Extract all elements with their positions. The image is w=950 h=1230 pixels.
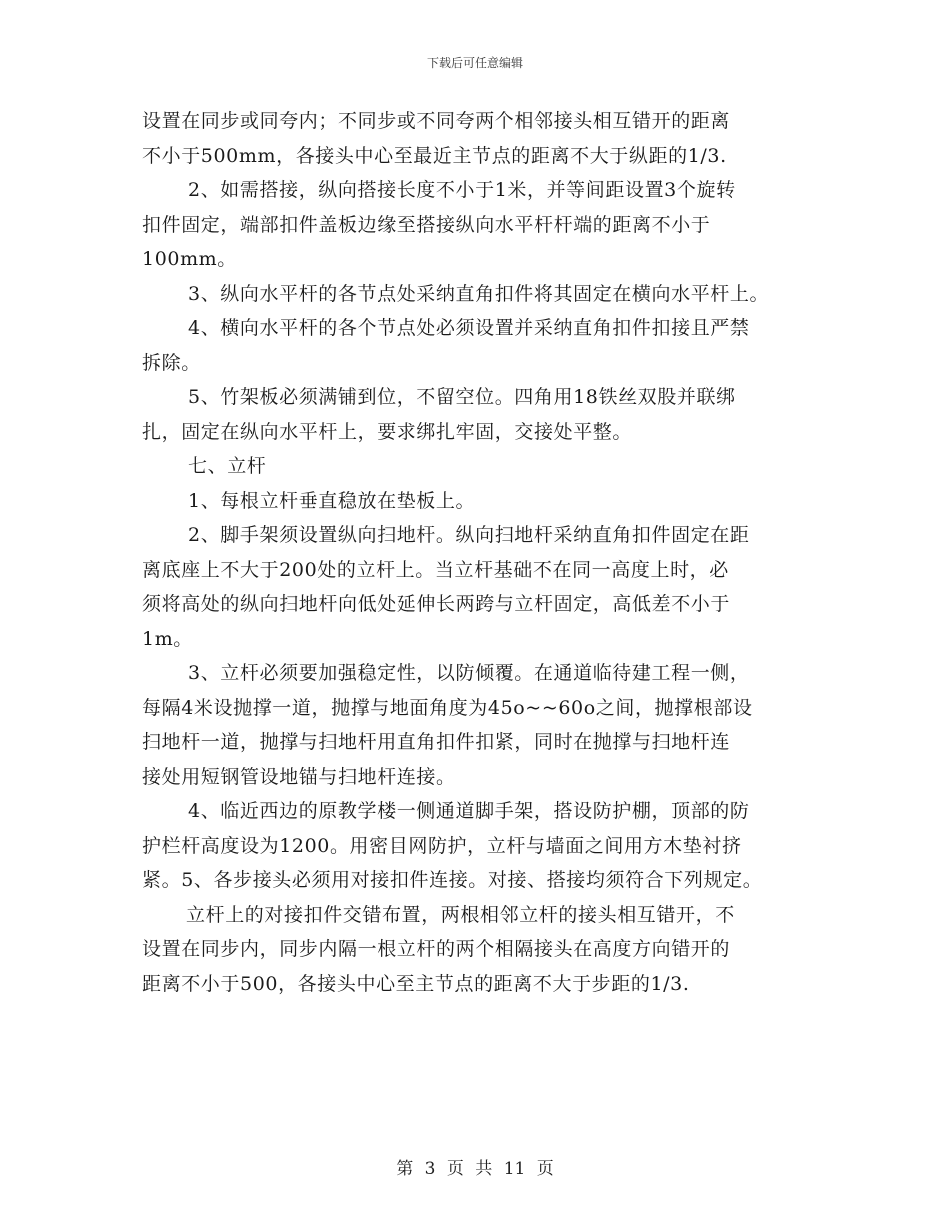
paragraph-start: 4、临近西边的原教学楼一侧通道脚手架，搭设防护棚，顶部的防 — [188, 800, 750, 822]
paragraph-start: 5、竹架板必须满铺到位，不留空位。四角用18铁丝双股并联绑 — [188, 386, 736, 408]
text-line: 扣件固定，端部扣件盖板边缘至搭接纵向水平杆杆端的距离不小于 — [142, 213, 711, 236]
text-line: 100mm。 — [142, 248, 237, 270]
paragraph-start: 立杆上的对接扣件交错布置，两根相邻立杆的接头相互错开，不 — [186, 903, 735, 926]
text-line: 每隔4米设抛撑一道，抛撑与地面角度为45o~~60o之间，抛撑根部设 — [142, 696, 753, 719]
page-number-footer: 第 3 页 共 11 页 — [396, 1159, 554, 1179]
paragraph-start: 4、横向水平杆的各个节点处必须设置并采纳直角扣件扣接且严禁 — [188, 317, 750, 339]
paragraph-start: 1、每根立杆垂直稳放在垫板上。 — [188, 489, 476, 512]
text-line: 接处用短钢管设地锚与扫地杆连接。 — [142, 765, 456, 788]
text-line: 紧。5、各步接头必须用对接扣件连接。对接、搭接均须符合下列规定。 — [142, 869, 763, 891]
text-line: 扫地杆一道，抛撑与扫地杆用直角扣件扣紧，同时在抛撑与扫地杆连 — [142, 731, 731, 753]
text-line: 扎，固定在纵向水平杆上，要求绑扎牢固，交接处平整。 — [142, 420, 633, 443]
paragraph-start: 3、纵向水平杆的各节点处采纳直角扣件将其固定在横向水平杆上。 — [188, 282, 770, 305]
text-line: 离底座上不大于200处的立杆上。当立杆基础不在同一高度上时，必 — [142, 558, 729, 581]
page-header: 下载后可任意编辑 — [426, 56, 523, 70]
section-heading: 七、立杆 — [188, 455, 267, 477]
text-line: 设置在同步内，同步内隔一根立杆的两个相隔接头在高度方向错开的 — [142, 938, 731, 960]
paragraph-start: 3、立杆必须要加强稳定性，以防倾覆。在通道临待建工程一侧， — [188, 662, 750, 684]
paragraph-start: 2、如需搭接，纵向搭接长度不小于1米，并等间距设置3个旋转 — [188, 179, 736, 201]
text-line: 须将高处的纵向扫地杆向低处延伸长两跨与立杆固定，高低差不小于 — [142, 593, 731, 615]
text-line: 1m。 — [142, 627, 193, 650]
text-line: 不小于500mm，各接头中心至最近主节点的距离不大于纵距的1/3. — [142, 144, 727, 167]
text-line: 距离不小于500，各接头中心至主节点的距离不大于步距的1/3. — [142, 972, 690, 995]
text-line: 拆除。 — [142, 351, 201, 374]
paragraph-start: 2、脚手架须设置纵向扫地杆。纵向扫地杆采纳直角扣件固定在距 — [188, 524, 750, 546]
document-body — [142, 104, 832, 1001]
text-line: 护栏杆高度设为1200。用密目网防护，立杆与墙面之间用方木垫衬挤 — [142, 834, 742, 857]
text-line: 设置在同步或同夸内；不同步或不同夸两个相邻接头相互错开的距离 — [142, 110, 731, 132]
